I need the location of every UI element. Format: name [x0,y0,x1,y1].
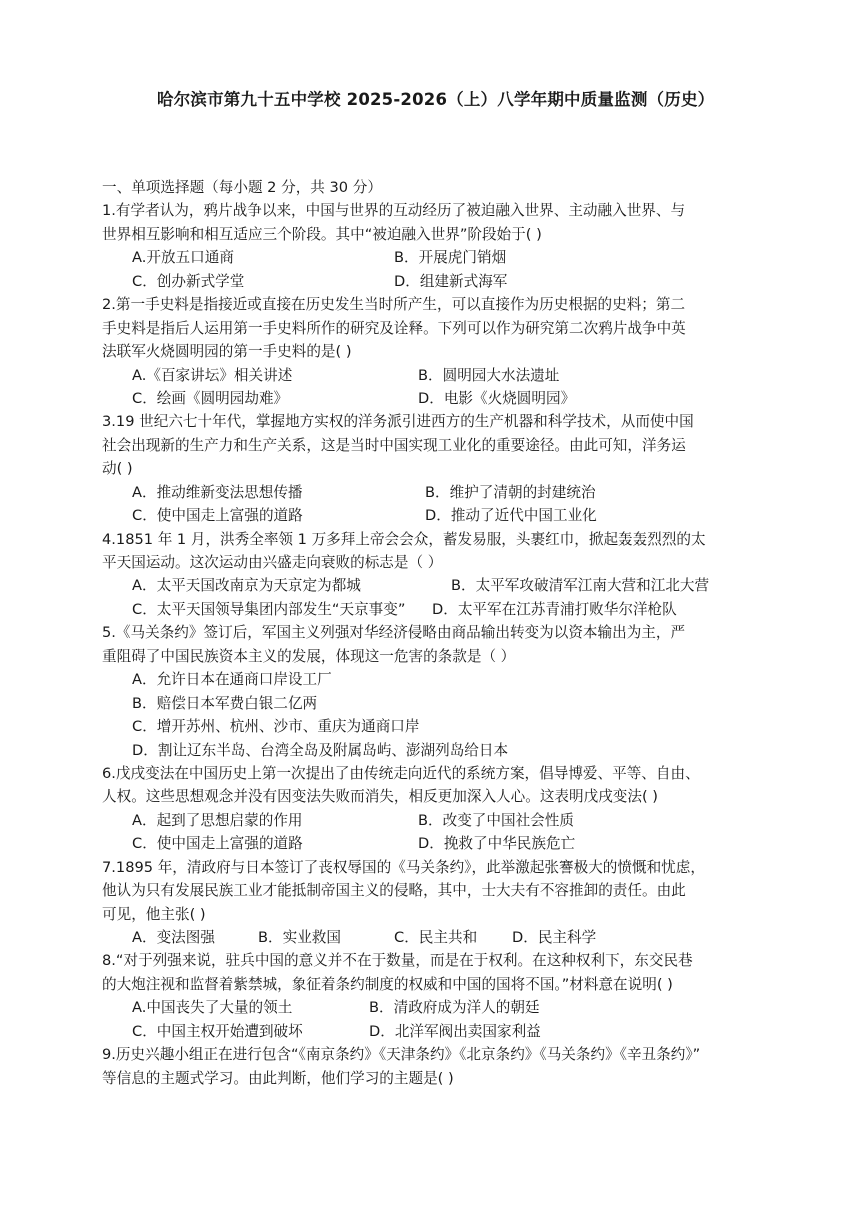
option-c: C．使中国走上富强的道路 [132,507,303,525]
question-stem-line: 可见，他主张( ) [102,905,206,923]
exam-title: 哈尔滨市第九十五中学校 2025-2026（上）八学年期中质量监测（历史） [157,90,715,109]
option-c: C．太平天国领导集团内部发生“天京事变” [132,600,406,618]
question-stem-line: 5.《马关条约》签订后，军国主义列强对华经济侵略由商品输出转变为以资本输出为主，严 [102,624,686,642]
question-stem-line: 法联军火烧圆明园的第一手史料的是( ) [102,343,352,361]
option-c: C．绘画《圆明园劫难》 [132,389,289,407]
option-c: C．创办新式学堂 [132,272,245,290]
option-d: D．组建新式海军 [394,272,508,290]
question-stem-line: 他认为只有发展民族工业才能抵制帝国主义的侵略，其中，士大夫有不容推卸的责任。由此 [102,882,686,900]
question-stem-line: 的大炮注视和监督着紫禁城，象征着条约制度的权威和中国的国将不国。”材料意在说明( ) [102,975,673,993]
option-d: D．太平军在江苏青浦打败华尔洋枪队 [432,600,677,618]
question-stem-line: 1.有学者认为，鸦片战争以来，中国与世界的互动经历了被迫融入世界、主动融入世界、与 [102,202,686,220]
option-d: D．民主科学 [512,929,597,946]
option-b: B．改变了中国社会性质 [418,811,574,829]
question-9 [102,1043,742,1090]
question-8 [102,949,742,1043]
option-a: A．允许日本在通商口岸设工厂 [132,671,332,689]
question-4 [102,528,742,622]
option-d: D．割让辽东半岛、台湾全岛及附属岛屿、澎湖列岛给日本 [132,741,509,759]
option-d: D．电影《火烧圆明园》 [418,389,576,407]
option-a: A.《百家讲坛》相关讲述 [132,366,293,384]
question-stem-line: 社会出现新的生产力和生产关系，这是当时中国实现工业化的重要途径。由此可知，洋务运 [102,436,686,454]
option-d: D．推动了近代中国工业化 [425,507,597,525]
question-5 [102,621,742,762]
option-c: C．中国主权开始遭到破坏 [132,1022,303,1040]
question-7 [102,856,742,950]
question-stem-line: 8.“对于列强来说，驻兵中国的意义并不在于数量，而是在于权利。在这种权利下，东交民巷 [102,952,693,970]
question-stem-line: 6.戊戌变法在中国历史上第一次提出了由传统走向近代的系统方案，倡导博爱、平等、自由、 [102,764,700,782]
option-b: B．赔偿日本军费白银二亿两 [132,694,318,712]
question-stem-line: 7.1895 年，清政府与日本签订了丧权辱国的《马关条约》，此举激起张謇极大的愤慨和忧虑， [102,858,705,876]
option-b: B．清政府成为洋人的朝廷 [369,999,540,1017]
option-a: A.开放五口通商 [132,249,234,267]
question-stem-line: 人权。这些思想观念并没有因变法失败而消失，相反更加深入人心。这表明戊戌变法( ) [102,788,658,806]
question-stem-line: 手史料是指后人运用第一手史料所作的研究及诠释。下列可以作为研究第二次鸦片战争中英 [102,319,686,337]
option-b: B．圆明园大水法遗址 [418,366,560,384]
option-a: A.中国丧失了大量的领土 [132,999,293,1017]
option-b: B．开展虎门销烟 [394,249,507,267]
question-stem-line: 4.1851 年 1 月，洪秀全率领 1 万多拜上帝会会众，蓄发易服，头裹红巾，掀起轰轰烈烈的太 [102,530,706,548]
question-stem-line: 动( ) [102,460,133,478]
option-d: D．北洋军阀出卖国家利益 [369,1022,541,1040]
option-b: B．太平军攻破清军江南大营和江北大营 [451,577,710,595]
section-heading: 一、单项选择题（每小题 2 分，共 30 分） [102,179,382,196]
question-1 [102,199,742,293]
question-3 [102,410,742,527]
option-c: C．增开苏州、杭州、沙市、重庆为通商口岸 [132,718,420,736]
exam-content [102,176,742,1090]
question-stem-line: 重阻碍了中国民族资本主义的发展，体现这一危害的条款是（ ） [102,647,516,665]
question-stem-line: 3.19 世纪六七十年代，掌握地方实权的洋务派引进西方的生产机器和科学技术，从而使中国 [102,413,694,431]
question-stem-line: 2.第一手史料是指接近或直接在历史发生当时所产生，可以直接作为历史根据的史料；第二 [102,296,686,314]
question-stem-line: 等信息的主题式学习。由此判断，他们学习的主题是( ) [102,1069,454,1087]
option-a: A．变法图强 [132,929,215,946]
option-c: C．使中国走上富强的道路 [132,835,303,853]
option-c: C．民主共和 [394,929,478,946]
question-stem-line: 世界相互影响和相互适应三个阶段。其中“被迫融入世界”阶段始于( ) [102,225,542,243]
option-b: B．维护了清朝的封建统治 [425,483,596,501]
question-stem-line: 9.历史兴趣小组正在进行包含“《南京条约》《天津条约》《北京条约》《马关条约》《辛丑条约》” [102,1046,701,1064]
question-6 [102,762,742,856]
option-a: A．太平天国改南京为天京定为都城 [132,577,361,595]
question-stem-line: 平天国运动。这次运动由兴盛走向衰败的标志是（ ） [102,554,443,571]
option-b: B．实业救国 [258,929,341,946]
question-2 [102,293,742,410]
option-d: D．挽救了中华民族危亡 [418,835,576,853]
option-a: A．推动维新变法思想传播 [132,483,303,501]
option-a: A．起到了思想启蒙的作用 [132,811,303,829]
